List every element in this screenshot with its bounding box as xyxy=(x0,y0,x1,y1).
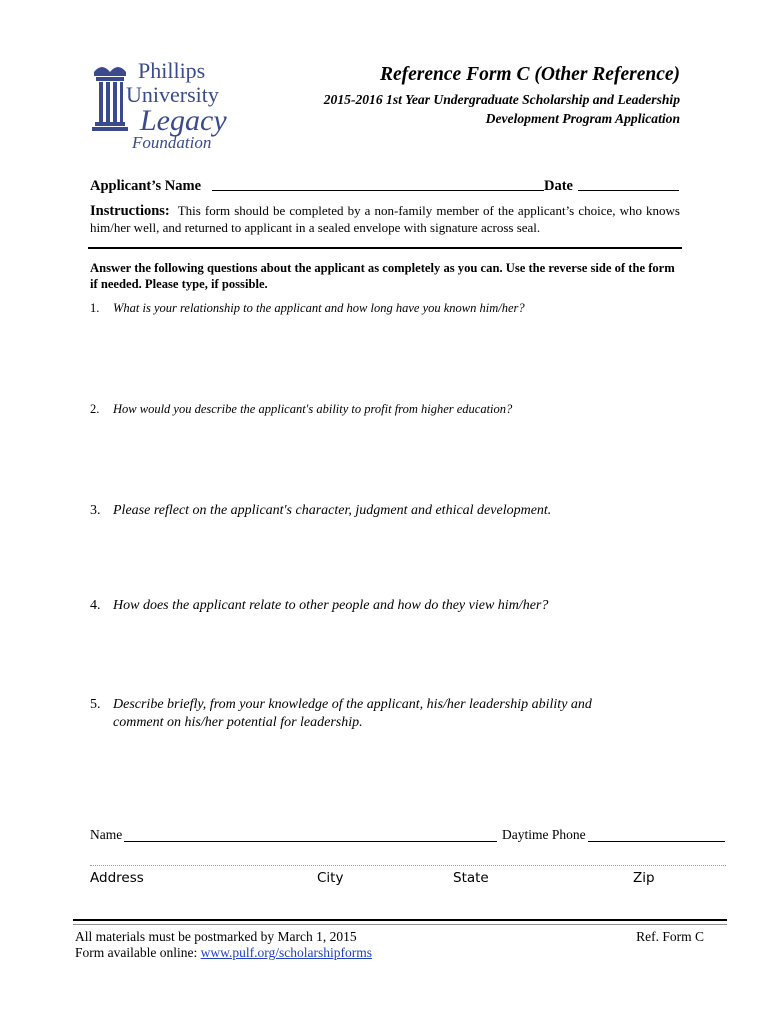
form-subtitle xyxy=(270,90,680,128)
question-2 xyxy=(90,400,670,418)
subtitle-line1: 2015-2016 1st Year Undergraduate Scholarship and Leadership xyxy=(323,92,680,107)
question-text: How does the applicant relate to other people and how do they view him/her? xyxy=(113,598,549,613)
question-4 xyxy=(90,597,670,615)
question-text: Please reflect on the applicant's character, judgment and ethical development. xyxy=(113,503,552,518)
foundation-logo xyxy=(88,58,256,154)
question-1 xyxy=(90,299,670,317)
question-number: 3. xyxy=(90,503,101,518)
logo-line3: Legacy xyxy=(140,104,227,137)
applicant-name-field[interactable] xyxy=(212,190,544,191)
date-label: Date xyxy=(544,178,573,194)
form-online-label: Form available online: xyxy=(75,945,198,960)
instructions xyxy=(90,203,680,236)
scholarship-forms-link[interactable]: www.pulf.org/scholarshipforms xyxy=(200,945,372,960)
address-field[interactable] xyxy=(90,865,726,866)
daytime-phone-field[interactable] xyxy=(588,841,725,842)
address-label: Address xyxy=(90,870,144,886)
instructions-text: This form should be completed by a non-family member of the applicant’s choice, who knows him/her well, and returned to applicant in a sealed envelope with signature across seal. xyxy=(90,203,680,235)
answer-intro: Answer the following questions about the applicant as completely as you can. Use the reverse side of the form if needed. Please type, if possible. xyxy=(90,261,675,291)
question-3 xyxy=(90,502,670,520)
logo-line2: University xyxy=(126,82,219,107)
zip-label: Zip xyxy=(633,870,655,886)
postmark-deadline: All materials must be postmarked by March 1, 2015 xyxy=(75,929,357,944)
column-icon xyxy=(88,58,256,154)
question-text: Describe briefly, from your knowledge of the applicant, his/her leadership ability and xyxy=(113,697,592,712)
subtitle-line2: Development Program Application xyxy=(485,111,680,126)
form-reference: Ref. Form C xyxy=(636,929,704,944)
question-text-continued: comment on his/her potential for leadership. xyxy=(113,715,363,730)
form-online-note xyxy=(75,945,372,961)
question-5 xyxy=(90,696,670,732)
question-number: 4. xyxy=(90,598,101,613)
question-text: How would you describe the applicant's ability to profit from higher education? xyxy=(113,402,513,416)
logo-line1: Phillips xyxy=(138,58,206,83)
question-number: 2. xyxy=(90,402,100,416)
form-title: Reference Form C (Other Reference) xyxy=(379,64,680,85)
instructions-label: Instructions: xyxy=(90,203,170,219)
footer-divider xyxy=(73,919,727,921)
footer-divider-thin xyxy=(73,924,727,925)
city-label: City xyxy=(317,870,344,886)
daytime-phone-label: Daytime Phone xyxy=(502,827,586,842)
logo-line4: Foundation xyxy=(132,133,212,152)
section-divider xyxy=(88,247,682,249)
question-number: 1. xyxy=(90,301,100,315)
date-field[interactable] xyxy=(578,190,679,191)
question-text: What is your relationship to the applicant and how long have you known him/her? xyxy=(113,301,525,315)
applicant-name-label: Applicant’s Name xyxy=(90,178,202,194)
state-label: State xyxy=(453,870,489,886)
referee-name-field[interactable] xyxy=(124,841,497,842)
question-number: 5. xyxy=(90,697,101,712)
referee-name-label: Name xyxy=(90,827,123,842)
